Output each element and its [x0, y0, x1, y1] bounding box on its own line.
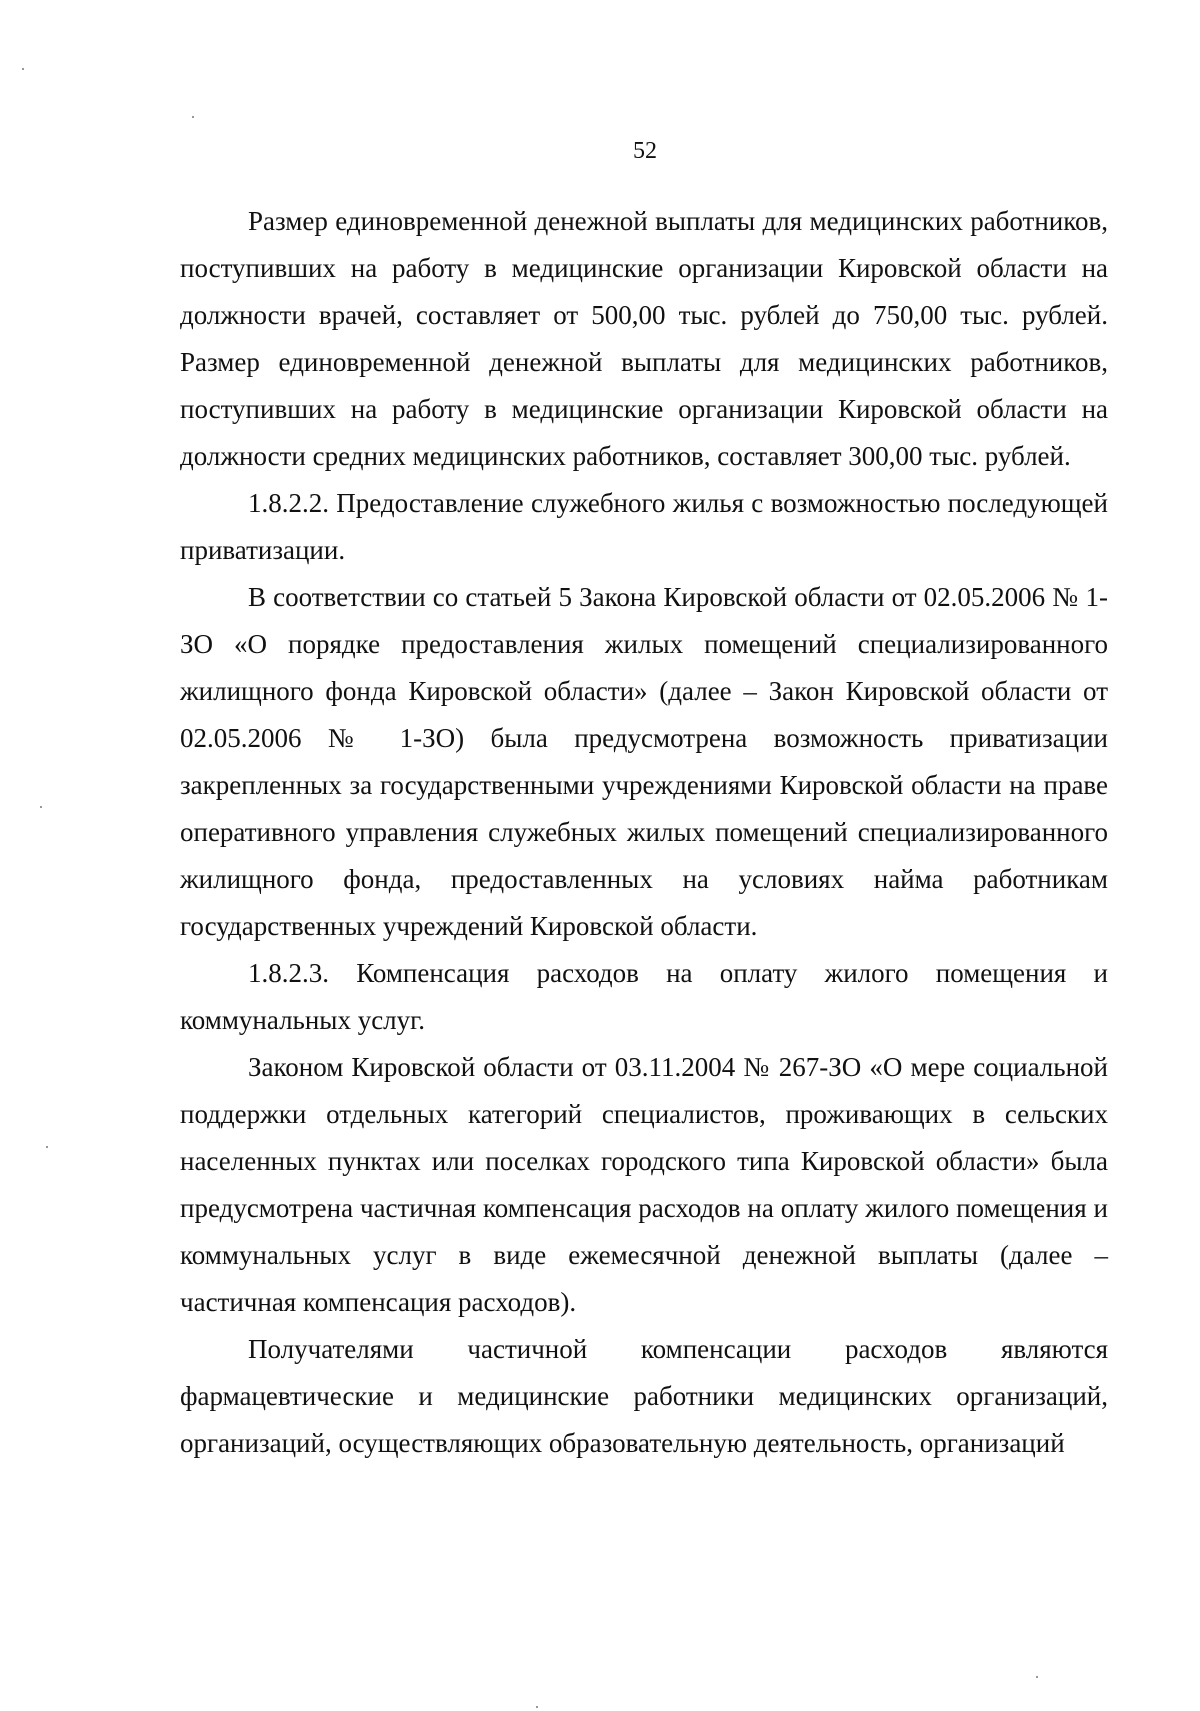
scan-speck: [1036, 1676, 1038, 1678]
scan-speck: [46, 1146, 48, 1148]
paragraph-compensation-law: Законом Кировской области от 03.11.2004 № 267-ЗО «О мере социальной поддержки отдельных категорий специалистов, проживающих в сельских населенных пунктах или поселках городского типа Кировской области» была предусмотрена частичная компенсация расходов на оплату жилого помещения и коммунальных услуг в виде ежемесячной денежной выплаты (далее – частичная компенсация расходов).: [180, 1052, 1108, 1317]
scan-speck: [192, 116, 194, 118]
document-body: [180, 198, 1108, 1467]
scan-speck: [40, 806, 42, 808]
paragraph-housing-privatization: В соответствии со статьей 5 Закона Кировской области от 02.05.2006 № 1-ЗО «О порядке предоставления жилых помещений специализированного жилищного фонда Кировской области» (далее – Закон Кировской области от 02.05.2006 № 1-ЗО) была предусмотрена возможность приватизации закрепленных за государственными учреждениями Кировской области на праве оперативного управления служебных жилых помещений специализированного жилищного фонда, предоставленных на условиях найма работникам государственных учреждений Кировской области.: [180, 582, 1108, 941]
page-number: 52: [633, 138, 657, 164]
paragraph-section-1-8-2-3: 1.8.2.3. Компенсация расходов на оплату жилого помещения и коммунальных услуг.: [180, 958, 1108, 1035]
scan-speck: [22, 68, 24, 70]
paragraph-one-time-payment: Размер единовременной денежной выплаты для медицинских работников, поступивших на работу в медицинские организации Кировской области на должности врачей, составляет от 500,00 тыс. рублей до 750,00 тыс. рублей. Размер единовременной денежной выплаты для медицинских работников, поступивших на работу в медицинские организации Кировской области на должности средних медицинских работников, составляет 300,00 тыс. рублей.: [180, 206, 1108, 471]
scan-speck: [536, 1706, 538, 1708]
paragraph-recipients: Получателями частичной компенсации расходов являются фармацевтические и медицинские работники медицинских организаций, организаций, осуществляющих образовательную деятельность, организаций: [180, 1334, 1108, 1458]
paragraph-section-1-8-2-2: 1.8.2.2. Предоставление служебного жилья с возможностью последующей приватизации.: [180, 488, 1108, 565]
